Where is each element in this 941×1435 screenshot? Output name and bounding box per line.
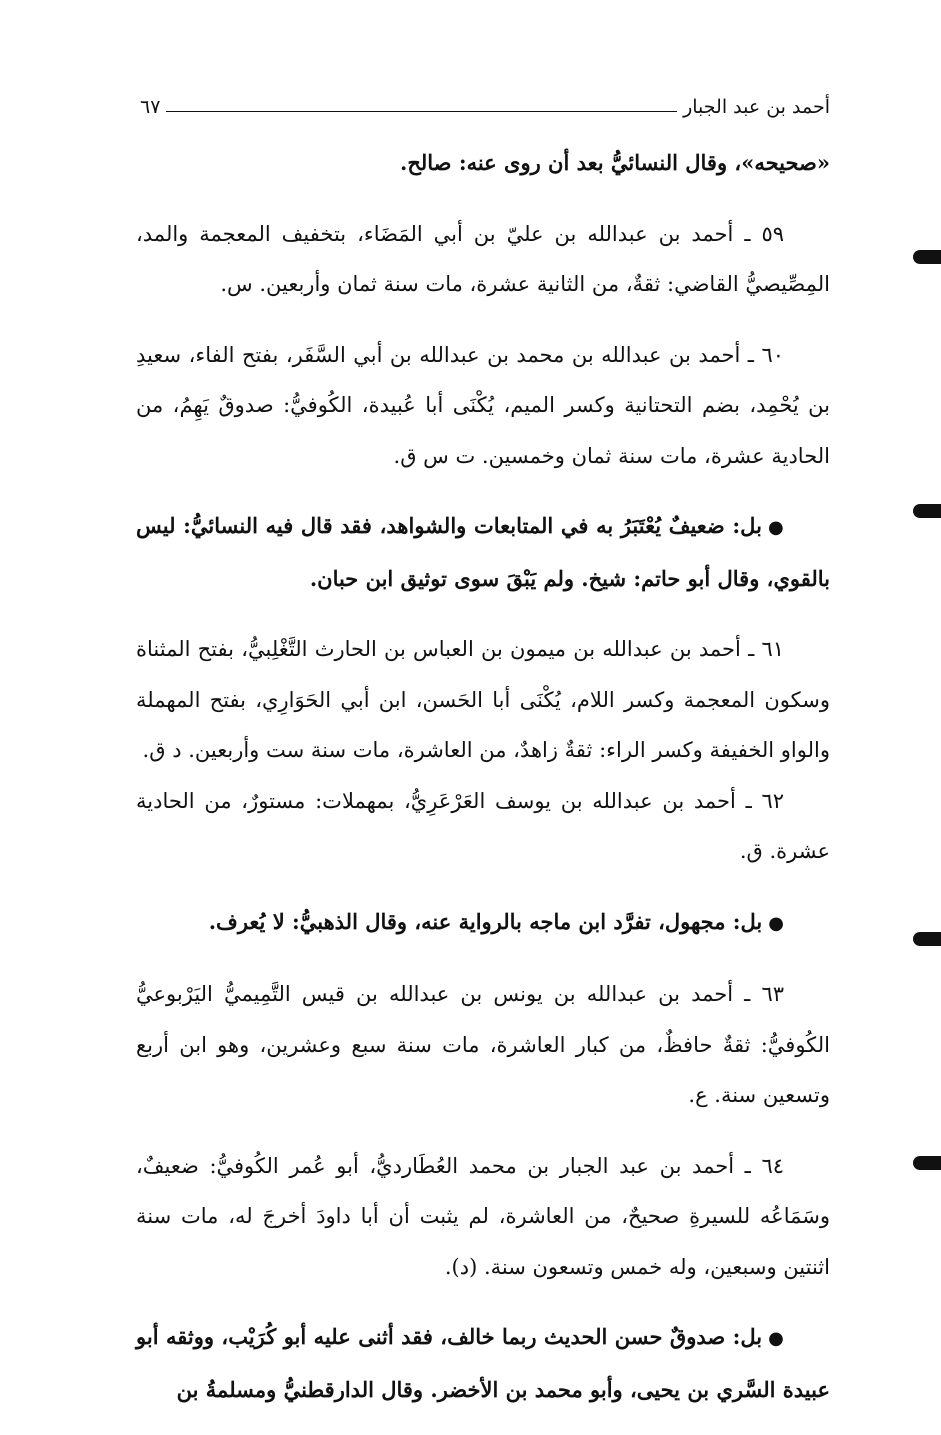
comment-60: ●بل: ضعيفٌ يُعْتَبَرُ به في المتابعات والشواهد، فقد قال فيه النسائيُّ: ليس بالقوي، وقال أبو حاتم: شيخ. ولم يَبْقَ سوى توثيق ابن حبان. bbox=[136, 513, 830, 591]
bullet-icon: ● bbox=[768, 912, 784, 934]
page-header bbox=[140, 92, 830, 118]
bullet-icon: ● bbox=[768, 1328, 784, 1349]
paragraph-continuation: «صحيحه»، وقال النسائيُّ بعد أن روى عنه: صالح. bbox=[400, 150, 830, 175]
entry-63: ٦٣ ـ أحمد بن عبدالله بن يونس بن عبدالله بن قيس التَّمِيميُّ اليَرْبوعيُّ الكُوفيُّ: ثقةٌ حافظٌ، من كبار العاشرة، مات سنة سبع وعشرين، وهو ابن أربع وتسعين سنة. ع. bbox=[136, 982, 830, 1107]
entry-62: ٦٢ ـ أحمد بن عبدالله بن يوسف العَرْعَرِيُّ، بمهملات: مستورٌ، من الحادية عشرة. ق. bbox=[136, 788, 830, 863]
entry-64: ٦٤ ـ أحمد بن عبد الجبار بن محمد العُطَارديُّ، أبو عُمر الكُوفيُّ: ضعيفٌ، وسَمَاعُه للسيرةِ صحيحٌ، من العاشرة، لم يثبت أن أبا داودَ أخرجَ له، مات سنة اثنتين وسبعين، وله خمس وتسعون سنة. (د). bbox=[136, 1153, 830, 1279]
header-rule bbox=[166, 111, 677, 112]
body-text bbox=[136, 138, 830, 1435]
page-number: ٦٧ bbox=[140, 96, 161, 118]
bullet-icon: ● bbox=[767, 517, 784, 538]
margin-tab-mark bbox=[913, 250, 941, 264]
margin-tab-mark bbox=[913, 504, 941, 518]
comment-62: ●بل: مجهول، تفرَّد ابن ماجه بالرواية عنه، وقال الذهبيُّ: لا يُعرف. bbox=[208, 908, 784, 934]
running-title: أحمد بن عبد الجبار bbox=[683, 96, 830, 118]
margin-tab-mark bbox=[913, 1156, 941, 1170]
margin-tab-mark bbox=[913, 932, 941, 946]
entry-61: ٦١ ـ أحمد بن عبدالله بن ميمون بن العباس بن الحارث التَّغْلِبيُّ، بفتح المثناة وسكون المعجمة وكسر اللام، يُكْنَى أبا الحَسن، ابن أبي الحَوَارِي، بفتح المهملة والواو الخفيفة وكسر الراء: ثقةٌ زاهدٌ، من العاشرة، مات سنة ست وأربعين. د ق. bbox=[136, 637, 830, 762]
entry-60: ٦٠ ـ أحمد بن عبدالله بن محمد بن عبدالله بن أبي السَّفَر، بفتح الفاء، سعيدِ بن يُحْمِد، بضم التحتانية وكسر الميم، يُكْنَى أبا عُبيدة، الكُوفيُّ: صدوقٌ يَهِمُ، من الحادية عشرة، مات سنة ثمان وخمسين. ت س ق. bbox=[136, 342, 830, 468]
comment-64: ●بل: صدوقٌ حسن الحديث ربما خالف، فقد أثنى عليه أبو كُرَيْب، ووثقه أبو عبيدة السَّري بن يحيى، وأبو محمد بن الأخضر. وقال الدارقطنيُّ ومسلمةُ بن bbox=[136, 1324, 830, 1402]
entry-59: ٥٩ ـ أحمد بن عبدالله بن عليّ بن أبي المَضَاء، بتخفيف المعجمة والمد، المِصِّيصيُّ القاضي: ثقةٌ، من الثانية عشرة، مات سنة ثمان وأربعين. س. bbox=[136, 221, 830, 296]
